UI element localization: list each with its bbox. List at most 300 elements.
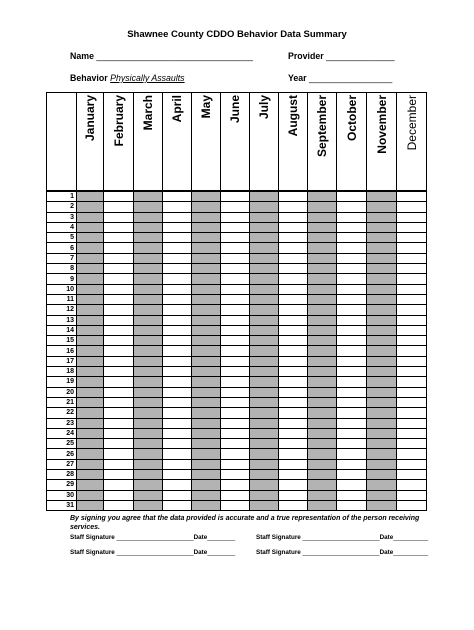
data-cell[interactable] — [397, 346, 427, 356]
data-cell[interactable] — [104, 294, 134, 304]
data-cell[interactable] — [279, 449, 308, 459]
data-cell[interactable] — [221, 418, 250, 428]
data-cell[interactable] — [192, 325, 221, 335]
data-cell[interactable] — [337, 346, 367, 356]
data-cell[interactable] — [367, 470, 397, 480]
signature-row-1a[interactable] — [70, 534, 235, 541]
data-cell[interactable] — [367, 222, 397, 232]
data-cell[interactable] — [279, 356, 308, 366]
data-cell[interactable] — [397, 294, 427, 304]
data-cell[interactable] — [250, 284, 279, 294]
data-cell[interactable] — [221, 233, 250, 243]
data-cell[interactable] — [192, 449, 221, 459]
data-cell[interactable] — [337, 428, 367, 438]
data-cell[interactable] — [134, 274, 163, 284]
data-cell[interactable] — [163, 418, 192, 428]
data-cell[interactable] — [192, 233, 221, 243]
data-cell[interactable] — [308, 356, 337, 366]
data-cell[interactable] — [192, 418, 221, 428]
data-cell[interactable] — [134, 202, 163, 212]
data-cell[interactable] — [279, 253, 308, 263]
data-cell[interactable] — [192, 253, 221, 263]
data-cell[interactable] — [279, 233, 308, 243]
data-cell[interactable] — [308, 274, 337, 284]
data-cell[interactable] — [308, 480, 337, 490]
data-cell[interactable] — [134, 480, 163, 490]
data-cell[interactable] — [77, 274, 104, 284]
data-cell[interactable] — [337, 264, 367, 274]
data-cell[interactable] — [250, 346, 279, 356]
data-cell[interactable] — [221, 439, 250, 449]
data-cell[interactable] — [279, 222, 308, 232]
data-cell[interactable] — [337, 294, 367, 304]
data-cell[interactable] — [308, 459, 337, 469]
data-cell[interactable] — [163, 233, 192, 243]
data-cell[interactable] — [308, 315, 337, 325]
data-cell[interactable] — [77, 305, 104, 315]
data-cell[interactable] — [221, 346, 250, 356]
data-cell[interactable] — [221, 325, 250, 335]
data-cell[interactable] — [104, 470, 134, 480]
data-cell[interactable] — [134, 253, 163, 263]
data-cell[interactable] — [397, 253, 427, 263]
data-cell[interactable] — [308, 222, 337, 232]
data-cell[interactable] — [104, 500, 134, 510]
data-cell[interactable] — [308, 346, 337, 356]
data-cell[interactable] — [192, 315, 221, 325]
data-cell[interactable] — [367, 449, 397, 459]
data-cell[interactable] — [397, 264, 427, 274]
data-cell[interactable] — [337, 449, 367, 459]
data-cell[interactable] — [134, 377, 163, 387]
data-cell[interactable] — [250, 222, 279, 232]
data-cell[interactable] — [134, 500, 163, 510]
signature-row-1b[interactable] — [256, 534, 428, 541]
data-cell[interactable] — [77, 408, 104, 418]
data-cell[interactable] — [134, 233, 163, 243]
data-cell[interactable] — [337, 470, 367, 480]
data-cell[interactable] — [250, 274, 279, 284]
data-cell[interactable] — [279, 243, 308, 253]
data-cell[interactable] — [221, 387, 250, 397]
data-cell[interactable] — [337, 325, 367, 335]
data-cell[interactable] — [192, 305, 221, 315]
signature-row-2b[interactable] — [256, 549, 428, 556]
data-cell[interactable] — [279, 490, 308, 500]
data-cell[interactable] — [163, 253, 192, 263]
data-cell[interactable] — [192, 397, 221, 407]
data-cell[interactable] — [308, 243, 337, 253]
data-cell[interactable] — [192, 212, 221, 222]
data-cell[interactable] — [397, 284, 427, 294]
data-cell[interactable] — [104, 449, 134, 459]
data-cell[interactable] — [221, 480, 250, 490]
data-cell[interactable] — [337, 439, 367, 449]
data-cell[interactable] — [163, 336, 192, 346]
data-cell[interactable] — [221, 397, 250, 407]
data-cell[interactable] — [104, 264, 134, 274]
data-cell[interactable] — [192, 490, 221, 500]
data-cell[interactable] — [104, 367, 134, 377]
data-cell[interactable] — [104, 439, 134, 449]
data-cell[interactable] — [397, 325, 427, 335]
data-cell[interactable] — [104, 336, 134, 346]
data-cell[interactable] — [279, 212, 308, 222]
data-cell[interactable] — [367, 243, 397, 253]
data-cell[interactable] — [250, 212, 279, 222]
data-cell[interactable] — [337, 336, 367, 346]
data-cell[interactable] — [279, 408, 308, 418]
data-cell[interactable] — [77, 222, 104, 232]
data-cell[interactable] — [367, 284, 397, 294]
data-cell[interactable] — [221, 212, 250, 222]
data-cell[interactable] — [221, 284, 250, 294]
data-cell[interactable] — [221, 356, 250, 366]
data-cell[interactable] — [279, 397, 308, 407]
data-cell[interactable] — [337, 408, 367, 418]
data-cell[interactable] — [104, 346, 134, 356]
data-cell[interactable] — [163, 500, 192, 510]
data-cell[interactable] — [337, 397, 367, 407]
data-cell[interactable] — [337, 459, 367, 469]
data-cell[interactable] — [163, 346, 192, 356]
data-cell[interactable] — [163, 377, 192, 387]
data-cell[interactable] — [134, 212, 163, 222]
data-cell[interactable] — [163, 387, 192, 397]
data-cell[interactable] — [308, 367, 337, 377]
data-cell[interactable] — [279, 264, 308, 274]
data-cell[interactable] — [337, 367, 367, 377]
data-cell[interactable] — [367, 500, 397, 510]
data-cell[interactable] — [279, 377, 308, 387]
data-cell[interactable] — [192, 439, 221, 449]
data-cell[interactable] — [134, 449, 163, 459]
data-cell[interactable] — [367, 408, 397, 418]
data-cell[interactable] — [221, 449, 250, 459]
data-cell[interactable] — [397, 202, 427, 212]
data-cell[interactable] — [397, 428, 427, 438]
data-cell[interactable] — [367, 356, 397, 366]
data-cell[interactable] — [192, 264, 221, 274]
data-cell[interactable] — [367, 191, 397, 202]
data-cell[interactable] — [397, 387, 427, 397]
data-cell[interactable] — [397, 274, 427, 284]
data-cell[interactable] — [134, 294, 163, 304]
data-cell[interactable] — [77, 294, 104, 304]
data-cell[interactable] — [134, 459, 163, 469]
data-cell[interactable] — [134, 367, 163, 377]
data-cell[interactable] — [163, 397, 192, 407]
data-cell[interactable] — [192, 387, 221, 397]
data-cell[interactable] — [221, 408, 250, 418]
data-cell[interactable] — [221, 367, 250, 377]
data-cell[interactable] — [104, 233, 134, 243]
data-cell[interactable] — [192, 470, 221, 480]
data-cell[interactable] — [367, 315, 397, 325]
data-cell[interactable] — [104, 253, 134, 263]
data-cell[interactable] — [134, 325, 163, 335]
data-cell[interactable] — [367, 367, 397, 377]
data-cell[interactable] — [308, 202, 337, 212]
data-cell[interactable] — [192, 346, 221, 356]
data-cell[interactable] — [337, 191, 367, 202]
data-cell[interactable] — [104, 243, 134, 253]
data-cell[interactable] — [337, 500, 367, 510]
data-cell[interactable] — [308, 490, 337, 500]
data-cell[interactable] — [397, 377, 427, 387]
data-cell[interactable] — [367, 253, 397, 263]
data-cell[interactable] — [397, 500, 427, 510]
data-cell[interactable] — [250, 325, 279, 335]
data-cell[interactable] — [104, 305, 134, 315]
data-cell[interactable] — [250, 470, 279, 480]
data-cell[interactable] — [337, 284, 367, 294]
data-cell[interactable] — [104, 325, 134, 335]
data-cell[interactable] — [77, 480, 104, 490]
data-cell[interactable] — [163, 480, 192, 490]
data-cell[interactable] — [221, 243, 250, 253]
data-cell[interactable] — [77, 377, 104, 387]
data-cell[interactable] — [134, 470, 163, 480]
data-cell[interactable] — [77, 315, 104, 325]
data-cell[interactable] — [397, 480, 427, 490]
data-cell[interactable] — [134, 439, 163, 449]
provider-field[interactable] — [288, 51, 395, 61]
data-cell[interactable] — [192, 377, 221, 387]
data-cell[interactable] — [163, 202, 192, 212]
data-cell[interactable] — [397, 439, 427, 449]
data-cell[interactable] — [367, 480, 397, 490]
data-cell[interactable] — [163, 470, 192, 480]
data-cell[interactable] — [279, 325, 308, 335]
data-cell[interactable] — [104, 377, 134, 387]
data-cell[interactable] — [308, 449, 337, 459]
data-cell[interactable] — [250, 305, 279, 315]
data-cell[interactable] — [134, 397, 163, 407]
data-cell[interactable] — [104, 490, 134, 500]
data-cell[interactable] — [163, 305, 192, 315]
data-cell[interactable] — [337, 212, 367, 222]
data-cell[interactable] — [134, 490, 163, 500]
data-cell[interactable] — [250, 356, 279, 366]
data-cell[interactable] — [250, 253, 279, 263]
data-cell[interactable] — [279, 315, 308, 325]
data-cell[interactable] — [367, 377, 397, 387]
data-cell[interactable] — [250, 191, 279, 202]
data-cell[interactable] — [221, 264, 250, 274]
data-cell[interactable] — [337, 222, 367, 232]
data-cell[interactable] — [308, 387, 337, 397]
data-cell[interactable] — [250, 315, 279, 325]
data-cell[interactable] — [104, 315, 134, 325]
name-field[interactable] — [70, 51, 253, 61]
data-cell[interactable] — [134, 418, 163, 428]
data-cell[interactable] — [250, 377, 279, 387]
data-cell[interactable] — [250, 428, 279, 438]
data-cell[interactable] — [77, 459, 104, 469]
data-cell[interactable] — [221, 500, 250, 510]
data-cell[interactable] — [397, 212, 427, 222]
data-cell[interactable] — [250, 480, 279, 490]
data-cell[interactable] — [77, 439, 104, 449]
data-cell[interactable] — [104, 387, 134, 397]
data-cell[interactable] — [104, 428, 134, 438]
data-cell[interactable] — [367, 294, 397, 304]
data-cell[interactable] — [279, 428, 308, 438]
data-cell[interactable] — [250, 418, 279, 428]
data-cell[interactable] — [221, 294, 250, 304]
data-cell[interactable] — [367, 418, 397, 428]
data-cell[interactable] — [192, 191, 221, 202]
data-cell[interactable] — [77, 500, 104, 510]
data-cell[interactable] — [250, 449, 279, 459]
data-cell[interactable] — [337, 418, 367, 428]
data-cell[interactable] — [308, 397, 337, 407]
data-cell[interactable] — [279, 346, 308, 356]
data-cell[interactable] — [337, 233, 367, 243]
data-cell[interactable] — [77, 490, 104, 500]
data-cell[interactable] — [77, 387, 104, 397]
data-cell[interactable] — [134, 243, 163, 253]
data-cell[interactable] — [308, 264, 337, 274]
data-cell[interactable] — [308, 253, 337, 263]
data-cell[interactable] — [308, 500, 337, 510]
data-cell[interactable] — [397, 367, 427, 377]
data-cell[interactable] — [163, 284, 192, 294]
data-cell[interactable] — [250, 233, 279, 243]
data-cell[interactable] — [367, 325, 397, 335]
data-cell[interactable] — [221, 191, 250, 202]
data-cell[interactable] — [337, 315, 367, 325]
data-cell[interactable] — [337, 253, 367, 263]
data-cell[interactable] — [308, 418, 337, 428]
data-cell[interactable] — [397, 222, 427, 232]
data-cell[interactable] — [397, 490, 427, 500]
data-cell[interactable] — [104, 418, 134, 428]
data-cell[interactable] — [77, 253, 104, 263]
data-cell[interactable] — [221, 377, 250, 387]
data-cell[interactable] — [77, 284, 104, 294]
data-cell[interactable] — [192, 284, 221, 294]
data-cell[interactable] — [104, 480, 134, 490]
data-cell[interactable] — [397, 356, 427, 366]
data-cell[interactable] — [192, 294, 221, 304]
data-cell[interactable] — [192, 222, 221, 232]
data-cell[interactable] — [134, 305, 163, 315]
data-cell[interactable] — [221, 222, 250, 232]
data-cell[interactable] — [250, 439, 279, 449]
data-cell[interactable] — [397, 459, 427, 469]
data-cell[interactable] — [163, 243, 192, 253]
data-cell[interactable] — [250, 264, 279, 274]
data-cell[interactable] — [337, 243, 367, 253]
data-cell[interactable] — [250, 459, 279, 469]
data-cell[interactable] — [279, 459, 308, 469]
data-cell[interactable] — [221, 253, 250, 263]
data-cell[interactable] — [397, 408, 427, 418]
data-cell[interactable] — [163, 315, 192, 325]
data-cell[interactable] — [104, 212, 134, 222]
data-cell[interactable] — [308, 191, 337, 202]
data-cell[interactable] — [221, 459, 250, 469]
data-cell[interactable] — [163, 459, 192, 469]
data-cell[interactable] — [77, 202, 104, 212]
data-cell[interactable] — [77, 336, 104, 346]
data-cell[interactable] — [308, 325, 337, 335]
data-cell[interactable] — [192, 336, 221, 346]
data-cell[interactable] — [308, 233, 337, 243]
data-cell[interactable] — [163, 191, 192, 202]
data-cell[interactable] — [77, 428, 104, 438]
data-cell[interactable] — [308, 294, 337, 304]
data-cell[interactable] — [367, 346, 397, 356]
data-cell[interactable] — [163, 439, 192, 449]
data-cell[interactable] — [279, 439, 308, 449]
data-cell[interactable] — [279, 191, 308, 202]
data-cell[interactable] — [192, 367, 221, 377]
data-cell[interactable] — [104, 408, 134, 418]
data-cell[interactable] — [192, 428, 221, 438]
data-cell[interactable] — [163, 408, 192, 418]
data-cell[interactable] — [134, 387, 163, 397]
data-cell[interactable] — [279, 274, 308, 284]
data-cell[interactable] — [104, 284, 134, 294]
data-cell[interactable] — [192, 243, 221, 253]
data-cell[interactable] — [250, 397, 279, 407]
data-cell[interactable] — [367, 428, 397, 438]
data-cell[interactable] — [397, 191, 427, 202]
data-cell[interactable] — [221, 202, 250, 212]
data-cell[interactable] — [367, 264, 397, 274]
data-cell[interactable] — [163, 356, 192, 366]
data-cell[interactable] — [77, 243, 104, 253]
data-cell[interactable] — [163, 274, 192, 284]
data-cell[interactable] — [308, 408, 337, 418]
data-cell[interactable] — [104, 191, 134, 202]
data-cell[interactable] — [250, 336, 279, 346]
data-cell[interactable] — [192, 274, 221, 284]
data-cell[interactable] — [77, 356, 104, 366]
data-cell[interactable] — [221, 274, 250, 284]
data-cell[interactable] — [77, 191, 104, 202]
data-cell[interactable] — [163, 490, 192, 500]
data-cell[interactable] — [221, 305, 250, 315]
data-cell[interactable] — [279, 367, 308, 377]
data-cell[interactable] — [397, 336, 427, 346]
data-cell[interactable] — [77, 367, 104, 377]
data-cell[interactable] — [367, 202, 397, 212]
data-cell[interactable] — [337, 356, 367, 366]
signature-row-2a[interactable] — [70, 549, 235, 556]
data-cell[interactable] — [250, 367, 279, 377]
data-cell[interactable] — [397, 397, 427, 407]
data-cell[interactable] — [308, 305, 337, 315]
data-cell[interactable] — [337, 274, 367, 284]
data-cell[interactable] — [192, 408, 221, 418]
data-cell[interactable] — [279, 294, 308, 304]
data-cell[interactable] — [250, 408, 279, 418]
data-cell[interactable] — [250, 294, 279, 304]
data-cell[interactable] — [279, 418, 308, 428]
data-cell[interactable] — [250, 387, 279, 397]
data-cell[interactable] — [221, 336, 250, 346]
data-cell[interactable] — [279, 284, 308, 294]
data-cell[interactable] — [77, 233, 104, 243]
data-cell[interactable] — [77, 212, 104, 222]
data-cell[interactable] — [163, 212, 192, 222]
data-cell[interactable] — [104, 222, 134, 232]
data-cell[interactable] — [192, 356, 221, 366]
